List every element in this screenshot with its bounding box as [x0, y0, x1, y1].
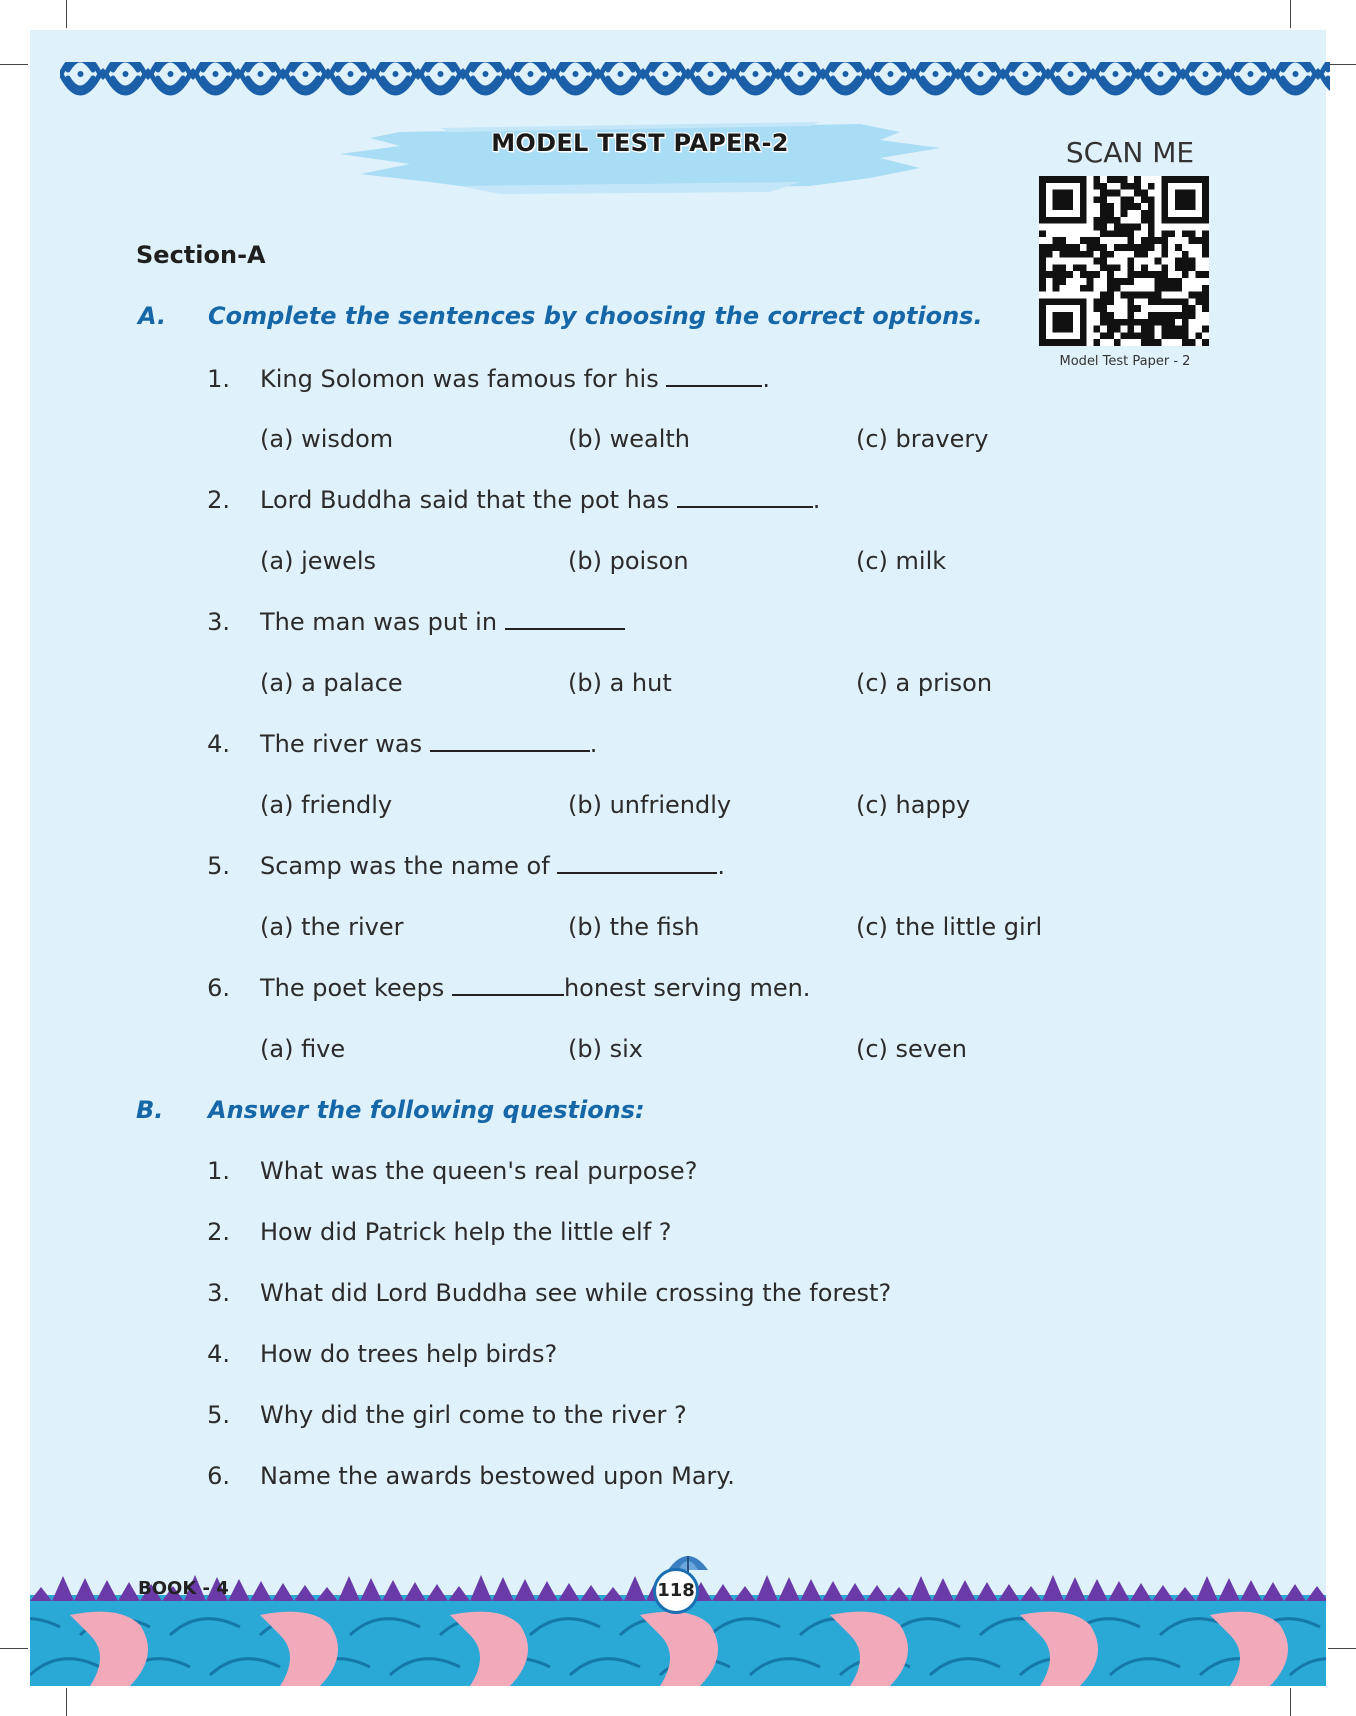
qr-caption: Model Test Paper - 2 [1059, 354, 1191, 369]
option-b[interactable]: (b) unfriendly [568, 791, 732, 819]
option-a[interactable]: (a) jewels [260, 547, 377, 575]
question-text: Lord Buddha said that the pot has [260, 486, 670, 514]
page-title: MODEL TEST PAPER-2 [491, 129, 789, 157]
crop-mark [1290, 1688, 1291, 1716]
question-number: 1. [207, 365, 230, 393]
section-heading: Section-A [136, 241, 266, 269]
option-c[interactable]: (c) a prison [856, 669, 993, 697]
qr-code[interactable] [1039, 176, 1209, 346]
crop-mark [66, 1688, 67, 1716]
crop-mark [66, 0, 67, 28]
page-number: 118 [653, 1568, 699, 1614]
question-number: 1. [207, 1157, 230, 1185]
option-c[interactable]: (c) bravery [856, 425, 989, 453]
option-b[interactable]: (b) the fish [568, 913, 700, 941]
option-c[interactable]: (c) milk [856, 547, 947, 575]
question-number: 6. [207, 974, 230, 1002]
part-a-instruction: Complete the sentences by choosing the correct options. [208, 302, 983, 330]
question-text: Name the awards bestowed upon Mary. [260, 1462, 735, 1490]
option-a[interactable]: (a) friendly [260, 791, 393, 819]
question-number: 3. [207, 1279, 230, 1307]
question-number: 5. [207, 852, 230, 880]
part-b-instruction: Answer the following questions: [208, 1096, 645, 1124]
part-a-letter: A. [138, 302, 167, 330]
question-text-end: . [812, 486, 821, 514]
option-a[interactable]: (a) a palace [260, 669, 403, 697]
question-number: 4. [207, 1340, 230, 1368]
option-b[interactable]: (b) poison [568, 547, 689, 575]
question-text: What did Lord Buddha see while crossing the forest? [260, 1279, 892, 1307]
option-b[interactable]: (b) six [568, 1035, 643, 1063]
answer-blank[interactable] [452, 972, 564, 996]
question-text: King Solomon was famous for his [260, 365, 659, 393]
answer-blank[interactable] [557, 850, 717, 874]
question-text: What was the queen's real purpose? [260, 1157, 698, 1185]
question-text: How do trees help birds? [260, 1340, 558, 1368]
crop-mark [1328, 1648, 1356, 1649]
question-text: The poet keeps [260, 974, 445, 1002]
answer-blank[interactable] [677, 484, 813, 508]
question-number: 2. [207, 1218, 230, 1246]
question-text: The river was [260, 730, 423, 758]
option-c[interactable]: (c) happy [856, 791, 971, 819]
answer-blank[interactable] [430, 728, 590, 752]
book-label: BOOK - 4 [138, 1578, 229, 1599]
answer-blank[interactable] [666, 363, 762, 387]
option-a[interactable]: (a) wisdom [260, 425, 394, 453]
option-c[interactable]: (c) seven [856, 1035, 967, 1063]
question-text-end: . [717, 852, 725, 880]
crop-mark [1328, 64, 1356, 65]
option-b[interactable]: (b) a hut [568, 669, 672, 697]
question-text-end: . [762, 365, 770, 393]
question-text-end: . [589, 730, 598, 758]
question-number: 2. [207, 486, 230, 514]
crop-mark [0, 1648, 28, 1649]
crop-mark [0, 64, 28, 65]
crop-mark [1290, 0, 1291, 28]
option-a[interactable]: (a) the river [260, 913, 404, 941]
option-c[interactable]: (c) the little girl [856, 913, 1043, 941]
question-text: The man was put in [260, 608, 498, 636]
part-b-letter: B. [136, 1096, 164, 1124]
scan-me-label: SCAN ME [1065, 136, 1195, 169]
question-text: Scamp was the name of [260, 852, 550, 880]
question-number: 6. [207, 1462, 230, 1490]
option-b[interactable]: (b) wealth [568, 425, 690, 453]
question-text: How did Patrick help the little elf ? [260, 1218, 672, 1246]
answer-blank[interactable] [505, 606, 625, 630]
question-number: 4. [207, 730, 230, 758]
option-a[interactable]: (a) five [260, 1035, 346, 1063]
question-number: 3. [207, 608, 230, 636]
question-number: 5. [207, 1401, 230, 1429]
question-text-end: honest serving men. [563, 974, 811, 1002]
question-text: Why did the girl come to the river ? [260, 1401, 687, 1429]
